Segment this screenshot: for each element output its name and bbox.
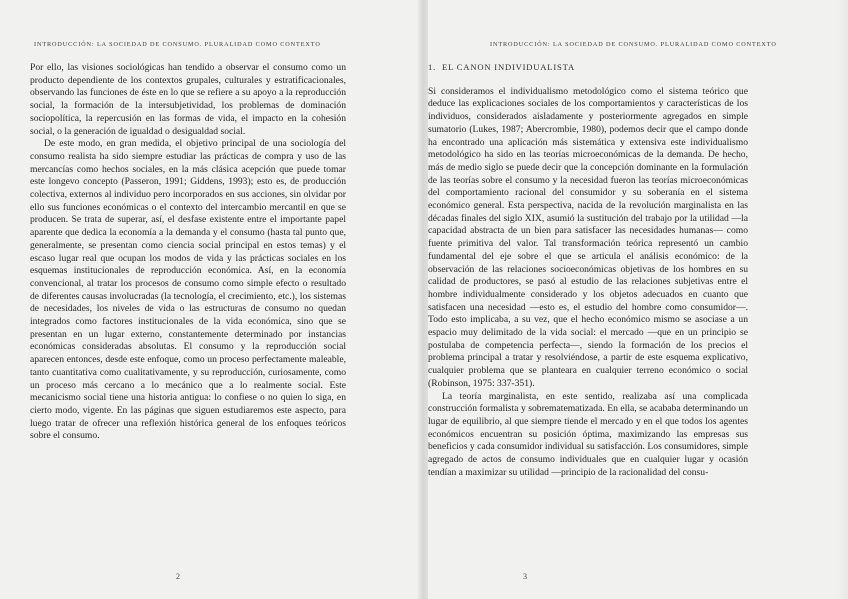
section-title: EL CANON INDIVIDUALISTA: [442, 62, 575, 72]
scan-edge-shadow: [838, 0, 848, 599]
section-number: 1.: [428, 62, 437, 72]
left-page-body: [30, 62, 346, 443]
right-page-number: 3: [523, 572, 527, 581]
left-paragraph-2: De este modo, en gran medida, el objetivo principal de una sociología del consumo realista ha sido siempre estudiar las prácticas de compra y uso de las mercancías como hechos sociales, en la más clásica acepción que puede tomar este longevo concepto (Passeron, 1991; Giddens, 1993); esto es, de producción colectiva, externos al individuo pero incorporados en sus acciones, sin olvidar por ello sus funciones económicas o el contexto del intercambio mercantil en que se producen. Se trata de superar, así, el desfase existente entre el importante papel aparente que dedica la economía a la demanda y el consumo (hasta tal punto que, generalmente, se presentan como ciencia social principal en estos temas) y el escaso lugar real que ocupan los modos de vida y las prácticas sociales en los esquemas institucionales de reproducción económica. Así, en la economía convencional, al tratar los procesos de consumo como simple efecto o resultado de diferentes causas involucradas (la tecnología, el crecimiento, etc.), los sistemas de necesidades, los niveles de vida o las estructuras de consumo no quedan integrados como factores institucionales de la vida económica, sino que se presentan en un lugar externo, constantemente determinado por instancias económicas consideradas absolutas. El consumo y la reproducción social aparecen entonces, desde este enfoque, como un proceso perfectamente maleable, tanto cuantitativa como cualitativamente, y su reproducción, curiosamente, como un proceso más cercano a lo mecánico que a lo realmente social. Este mecanicismo social tiene una historia antigua: lo confiese o no quien lo siga, en cierto modo, vigente. En las páginas que siguen estudiaremos este aspecto, para luego tratar de ofrecer una reflexión histórica general de los enfoques teóricos sobre el consumo.: [30, 138, 346, 442]
left-page: [0, 0, 420, 599]
left-paragraph-1: Por ello, las visiones sociológicas han tendido a observar el consumo como un producto dependiente de los contextos grupales, culturales y estratificacionales, observando las funciones de éste en lo que se refiere a su apoyo a la reproducción social, la formación de la intersubjetividad, los problemas de dominación sociopolítica, la repercusión en las formas de vida, el impacto en la cohesión social, o la generación de igualdad o desigualdad social.: [30, 62, 346, 137]
section-heading: [428, 61, 748, 74]
right-running-head: INTRODUCCIÓN: LA SOCIEDAD DE CONSUMO. PLURALIDAD COMO CONTEXTO: [490, 41, 777, 48]
right-page: [428, 0, 848, 599]
right-paragraph-2: La teoría marginalista, en este sentido, realizaba así una complicada construcción formalista y sobrematematizada. En ella, se acababa determinando un lugar de equilibrio, al que siempre tiende el mercado y en el que todos los agentes económicos encuentran su posición óptima, maximizando las empresas sus beneficios y cada consumidor individual su satisfacción. Los consumidores, simple agregado de actos de consumo individuales que en cualquier lugar y ocasión tendían a maximizar su utilidad —principio de la racionalidad del consu-: [428, 390, 748, 478]
right-paragraph-1: Si consideramos el individualismo metodológico como el sistema teórico que deduce las explicaciones sociales de los comportamientos y características de los individuos, considerados aisladamente y posteriormente agregados en simple sumatorio (Lukes, 1987; Abercrombie, 1980), podemos decir que el campo donde ha encontrado una aplicación más sistemática y extensiva este individualismo metodológico ha sido en las teorías microeconómicas de la demanda. De hecho, más de medio siglo se puede decir que la concepción dominante en la formulación de las teorías sobre el consumo y la necesidad fueron las teorías microeconómicas del comportamiento racional del consumidor y su soberanía en el sistema económico general. Esta perspectiva, nacida de la revolución marginalista en las décadas finales del siglo XIX, asumió la sustitución del trabajo por la utilidad —la capacidad abstracta de un bien para satisfacer las necesidades humanas— como fuente primitiva del valor. Tal transformación teórica representó un cambio fundamental del eje sobre el que se articula el análisis económico: de la observación de las relaciones socioeconómicas objetivas de los hombres en su calidad de productores, se pasó al estudio de las relaciones subjetivas entre el hombre individualmente considerado y los objetos adecuados en cuanto que satisfacen una necesidad —esto es, el estudio del hombre como consumidor—. Todo esto implicaba, a su vez, que el hecho económico mismo se asociase a un espacio muy delimitado de la vida social: el mercado —que en un principio se postulaba de competencia perfecta—, siendo la formación de los precios el problema principal a tratar y resolviéndose, a partir de este esquema explicativo, cualquier problema que se planteara en cualquier terreno económico o social (Robinson, 1975: 337-351).: [428, 85, 748, 389]
left-running-head: INTRODUCCIÓN: LA SOCIEDAD DE CONSUMO. PLURALIDAD COMO CONTEXTO: [34, 41, 321, 48]
left-page-number: 2: [176, 572, 180, 581]
right-page-body: [428, 61, 748, 480]
